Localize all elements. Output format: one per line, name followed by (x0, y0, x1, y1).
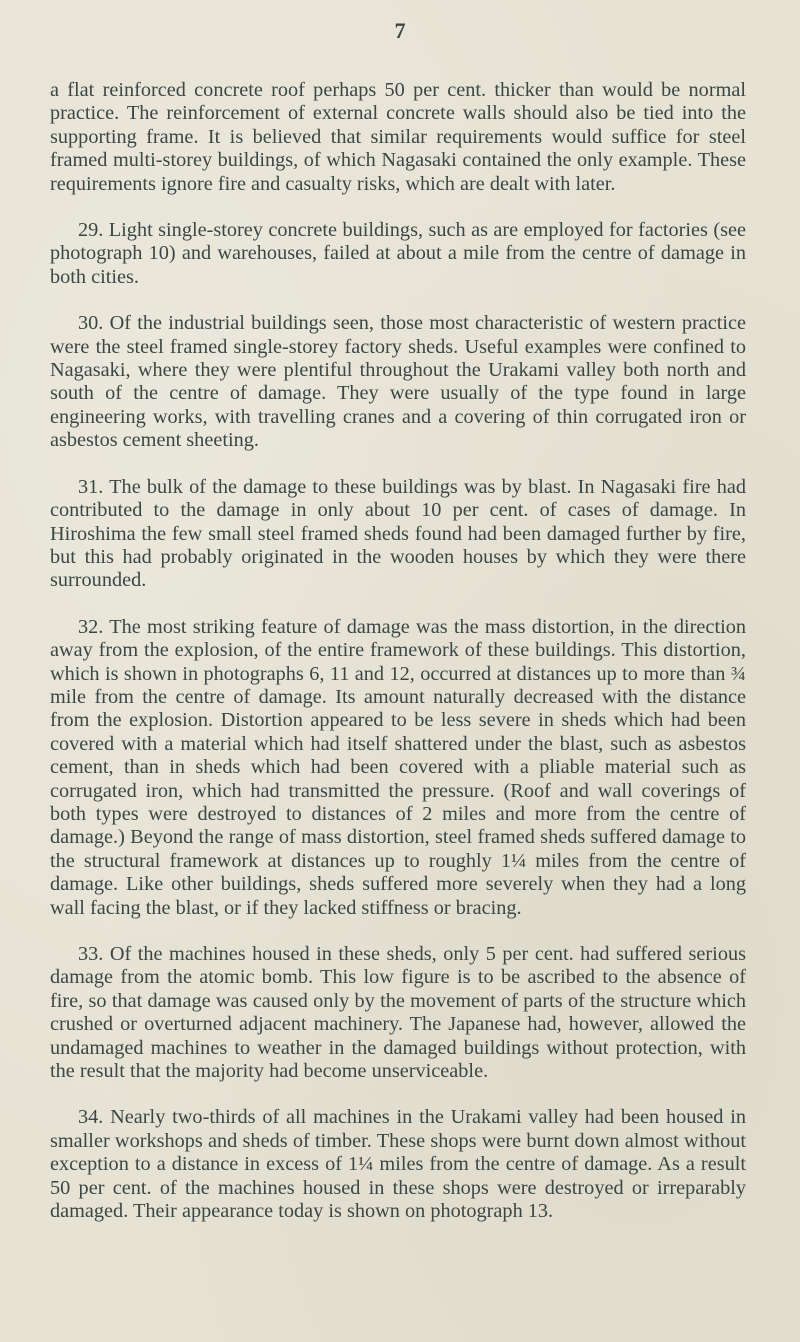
paragraph-33: 33. Of the machines housed in these sheds, only 5 per cent. had suffered serious damage from the atomic bomb. This low figure is to be ascribed to the absence of fire, so that damage was caused only by the movement of parts of the structure which crushed or overturned adjacent machinery. The Japanese had, however, allowed the undamaged machines to weather in the damaged buildings without protection, with the result that the majority had become unserviceable. (50, 943, 746, 1083)
paragraph-34: 34. Nearly two-thirds of all machines in the Urakami valley had been housed in smaller workshops and sheds of timber. These shops were burnt down almost without exception to a distance in excess of 1¼ miles from the centre of damage. As a result 50 per cent. of the machines housed in these shops were destroyed or irreparably damaged. Their appearance today is shown on photograph 13. (50, 1106, 746, 1223)
paragraph-29: 29. Light single-storey concrete buildings, such as are employed for factories (see photograph 10) and warehouses, failed at about a mile from the centre of damage in both cities. (50, 219, 746, 288)
body-text (50, 79, 746, 1223)
paragraph-32: 32. The most striking feature of damage was the mass distortion, in the direction away from the explosion, of the entire framework of these buildings. This distortion, which is shown in photographs 6, 11 and 12, occurred at distances up to more than ¾ mile from the centre of damage. Its amount naturally decreased with the distance from the explosion. Distortion appeared to be less severe in sheds which had been covered with a material which had itself shattered under the blast, such as asbestos cement, than in sheds which had been covered with a pliable material such as corrugated iron, which had transmitted the pressure. (Roof and wall coverings of both types were destroyed to distances of 2 miles and more from the centre of damage.) Beyond the range of mass distortion, steel framed sheds suffered damage to the structural framework at distances up to roughly 1¼ miles from the centre of damage. Like other buildings, sheds suffered more severely when they had a long wall facing the blast, or if they lacked stiffness or bracing. (50, 615, 746, 919)
paragraph-continued: a flat reinforced concrete roof perhaps 50 per cent. thicker than would be normal practice. The reinforcement of external concrete walls should also be tied into the supporting frame. It is believed that similar requirements would suffice for steel framed multi-storey buildings, of which Nagasaki contained the only example. These requirements ignore fire and casualty risks, which are dealt with later. (50, 79, 746, 195)
page-number: 7 (394, 18, 406, 43)
paragraph-31: 31. The bulk of the damage to these buildings was by blast. In Nagasaki fire had contributed to the damage in only about 10 per cent. of cases of damage. In Hiroshima the few small steel framed sheds found had been damaged further by fire, but this had probably originated in the wooden houses by which they were there surrounded. (50, 475, 746, 592)
paragraph-30: 30. Of the industrial buildings seen, those most characteristic of western practice were the steel framed single-storey factory sheds. Useful examples were confined to Nagasaki, where they were plentiful throughout the Urakami valley both north and south of the centre of damage. They were usually of the type found in large engineering works, with travelling cranes and a covering of thin corrugated iron or asbestos cement sheeting. (50, 312, 746, 452)
